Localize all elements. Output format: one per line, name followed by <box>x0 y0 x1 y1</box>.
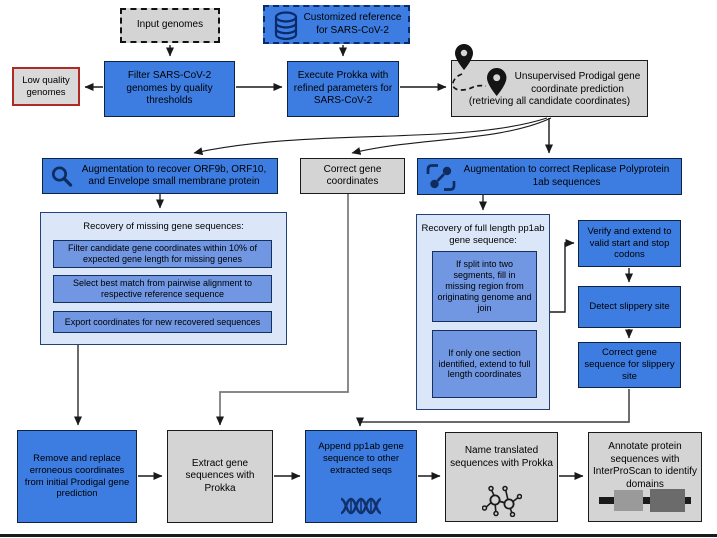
dashed-route-icon <box>453 74 486 90</box>
node-label: Detect slippery site <box>589 301 670 313</box>
route-icon <box>426 163 456 192</box>
location-pins-icon <box>446 40 518 102</box>
node-label: Append pp1ab gene sequence to other extracted seqs <box>318 441 404 476</box>
step-label: Export coordinates for new recovered sequences <box>64 316 261 327</box>
protein-domain-icon <box>599 489 691 513</box>
node-augment-correct <box>417 158 682 195</box>
step-select-best-match <box>53 275 272 303</box>
node-label: Unsupervised Prodigal gene coordinate prediction <box>514 71 641 95</box>
node-label: Low quality genomes <box>22 74 70 98</box>
dna-helix-icon <box>339 496 383 516</box>
node-correct-coordinates <box>300 158 405 194</box>
node-label: Execute Prokka with refined parameters for SARS-CoV-2 <box>293 70 393 107</box>
node-name-translated <box>445 432 558 522</box>
step-filter-candidates <box>53 240 272 268</box>
domain-block-dark <box>650 489 685 512</box>
node-label: Name translated sequences with Prokka <box>450 445 553 469</box>
step-label: Select best match from pairwise alignment to respective reference sequence <box>72 278 253 299</box>
node-execute-prokka <box>287 61 399 117</box>
container-title: Recovery of missing gene sequences: <box>83 221 244 232</box>
node-append-pp1ab <box>305 430 417 523</box>
node-label: Augmentation to recover ORF9b, ORF10, and Envelope small membrane protein <box>81 163 267 187</box>
node-verify-extend <box>578 220 681 267</box>
node-customized-reference <box>263 5 410 44</box>
node-label: Correct gene coordinates <box>323 163 382 187</box>
node-label: Verify and extend to valid start and stop codons <box>587 225 672 261</box>
connector-prodigal-to-correct-coordinates <box>352 118 551 153</box>
connector-prodigal-to-augment-recover <box>194 118 547 153</box>
node-filter-genomes <box>104 61 235 117</box>
node-annotate-protein <box>588 432 702 522</box>
node-label: Customized reference for SARS-CoV-2 <box>303 12 402 36</box>
node-detect-slippery <box>578 286 681 328</box>
node-low-quality-genomes <box>12 67 80 106</box>
node-remove-replace <box>17 430 137 523</box>
step-split-two-segments <box>432 251 537 322</box>
node-augment-recover <box>42 158 278 194</box>
step-label: If only one section identified, extend to full length coordinates <box>438 347 531 380</box>
step-label: If split into two segments, fill in missing region from originating genome and join <box>437 259 532 313</box>
node-sublabel: (retrieving all candidate coordinates) <box>468 96 631 108</box>
domain-block-light <box>614 490 643 511</box>
slide-bottom-edge <box>0 534 717 537</box>
node-correct-slippery <box>578 342 681 388</box>
step-export-coordinates <box>53 311 272 333</box>
step-one-section-extend <box>432 330 537 398</box>
node-input-genomes <box>120 8 220 43</box>
node-label: Augmentation to correct Replicase Polyprotein 1ab sequences <box>463 164 670 188</box>
node-label: Extract gene sequences with Prokka <box>185 457 255 494</box>
step-label: Filter candidate gene coordinates within 10% of expected gene length for missing genes <box>67 243 258 264</box>
connector-container-to-verify <box>550 243 574 312</box>
node-label: Correct gene sequence for slippery site <box>584 347 675 382</box>
container-title: Recovery of full length pp1ab gene sequence: <box>421 223 545 246</box>
magnifier-icon <box>50 165 74 189</box>
node-label: Annotate protein sequences with InterProScan to identify domains <box>593 441 697 490</box>
node-extract-genes <box>167 430 273 523</box>
molecule-icon <box>482 485 522 517</box>
node-label: Input genomes <box>136 19 204 31</box>
node-label: Filter SARS-CoV-2 genomes by quality thresholds <box>126 70 213 107</box>
database-icon <box>273 11 299 42</box>
node-label: Remove and replace erroneous coordinates from initial Prodigal gene prediction <box>24 452 130 500</box>
